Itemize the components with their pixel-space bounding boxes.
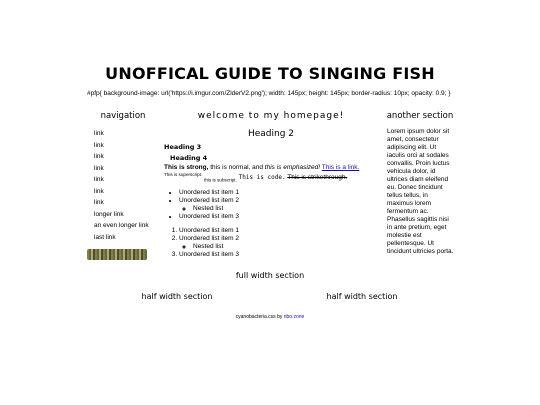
- strong-text: This is strong,: [164, 164, 209, 171]
- page-title: UNOFFICAL GUIDE TO SINGING FISH: [105, 64, 435, 83]
- nav-item: [94, 140, 159, 152]
- nav-item: [94, 151, 159, 163]
- nav-link[interactable]: link: [94, 153, 104, 160]
- half-width-section-right: half width section: [326, 292, 398, 301]
- strikethrough-text: This is strikethrough.: [287, 174, 348, 182]
- nav-link[interactable]: link: [94, 164, 104, 172]
- nav-link[interactable]: an even longer link: [94, 222, 149, 229]
- nested-list-item: ◦ Nested list: [193, 205, 378, 213]
- list-item: • Unordered list item 3: [179, 213, 378, 221]
- list-item-label: Unordered list item 2: [179, 197, 239, 205]
- lorem-paragraph: Lorem ipsum dolor sit amet, consectetur adipiscing elit. Ut iaculis orci at sodales convallis. Proin luctus vehicula dolor, id ultrices diam eleifend eu. Donec tincidunt tellus tellus, in maximus lorem fermentum ac. Phasellus sagittis nisi in ante pretium, eget molestie est pellentesque. Ut tincidunt ultricies porta.: [387, 128, 454, 255]
- nested-list: [179, 243, 378, 251]
- nav-item: [94, 163, 159, 175]
- main-column: [164, 110, 378, 259]
- nav-link[interactable]: link: [94, 187, 104, 195]
- nested-list: [179, 205, 378, 213]
- navigation-heading: navigation: [100, 111, 146, 121]
- heading-2: Heading 2: [247, 129, 295, 139]
- nested-list-item: ◦ Nested list: [193, 243, 378, 251]
- nav-item: [94, 232, 159, 244]
- formatting-paragraph: [164, 164, 378, 183]
- nav-link[interactable]: link: [94, 141, 104, 149]
- nav-link[interactable]: link: [94, 176, 104, 183]
- list-item: [179, 197, 378, 213]
- normal-text: this is normal, and: [208, 164, 265, 171]
- nav-link[interactable]: link: [94, 130, 104, 137]
- list-item: 1. Unordered list item 1: [179, 227, 378, 235]
- heading-3: Heading 3: [164, 143, 202, 151]
- profile-image-strip: [87, 249, 147, 260]
- code-text: This is code.: [238, 174, 286, 182]
- nav-link[interactable]: longer link: [94, 210, 124, 218]
- list-item-label: Unordered list item 2: [179, 235, 239, 243]
- ordered-list: [164, 227, 378, 259]
- css-text-line: #pfp{ background-image: url('https://i.imgur.com/ZlderV2.png'); width: 145px; height: 145px; border-radius: 10px; opacity: 0.9; }: [87, 90, 451, 97]
- full-width-section: full width section: [235, 271, 305, 280]
- half-width-section-left: half width section: [141, 292, 213, 301]
- list-item: [179, 235, 378, 251]
- superscript-text: This is superscript.: [164, 172, 203, 177]
- unordered-list: [164, 189, 378, 221]
- side-heading: another section: [386, 111, 454, 121]
- inline-link[interactable]: This is a link.: [321, 164, 360, 171]
- list-item: • Unordered list item 1: [179, 189, 378, 197]
- nav-link[interactable]: last link: [94, 233, 116, 241]
- nav-link[interactable]: link: [94, 199, 104, 206]
- subscript-text: this is subscript.: [204, 177, 237, 183]
- nav-list: [87, 128, 159, 243]
- nav-item: [94, 197, 159, 209]
- footer-link[interactable]: ribo.zone: [283, 314, 305, 320]
- list-item: 3. Unordered list item 3: [179, 251, 378, 259]
- nav-item: [94, 186, 159, 198]
- footer-text: cyanobacteria.css by: [235, 314, 284, 320]
- nav-item: [94, 220, 159, 232]
- heading-4: Heading 4: [170, 154, 208, 162]
- navigation-column: [87, 110, 159, 260]
- nav-item: [94, 128, 159, 140]
- emphasized-text: this is emphasized!: [264, 164, 321, 171]
- nav-item: [94, 209, 159, 221]
- nav-item: [94, 174, 159, 186]
- footer: [0, 314, 540, 320]
- welcome-heading: welcome to my homepage!: [197, 111, 345, 121]
- side-column: [386, 110, 454, 256]
